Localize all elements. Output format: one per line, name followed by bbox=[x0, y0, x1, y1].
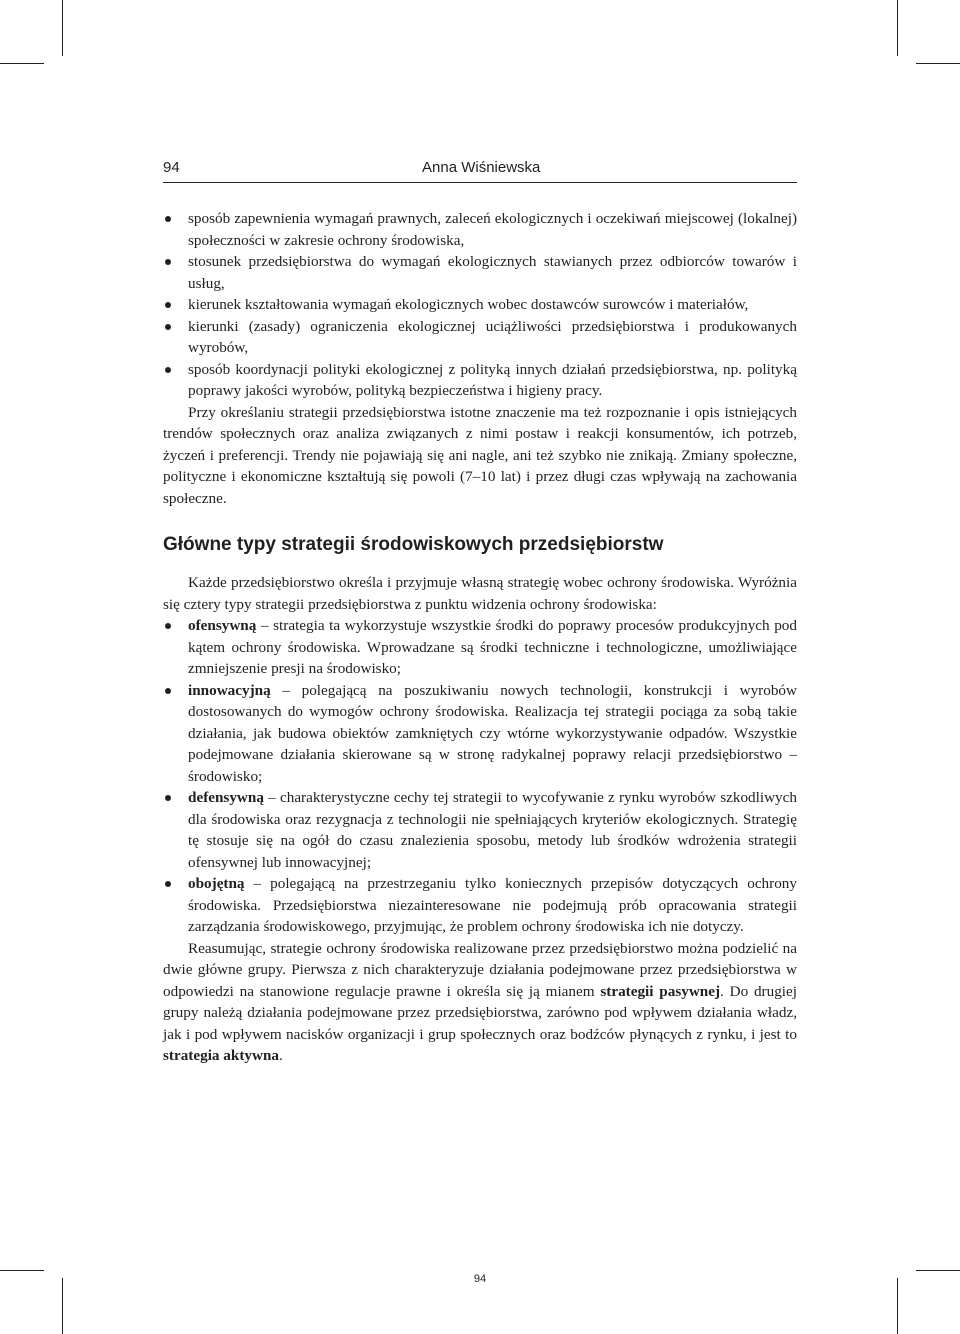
paragraph-summary bbox=[163, 938, 797, 1067]
strategy-term: obojętną bbox=[188, 875, 245, 892]
crop-mark bbox=[916, 1270, 960, 1271]
crop-mark bbox=[897, 1278, 898, 1334]
list-item: sposób koordynacji polityki ekologicznej z polityką innych działań przedsiębiorstwa, np. polityką poprawy jakości wyrobów, polityką bezpieczeństwa i higieny pracy. bbox=[163, 359, 797, 402]
crop-mark bbox=[0, 1270, 44, 1271]
strategy-term: innowacyjną bbox=[188, 681, 271, 699]
list-item bbox=[163, 615, 797, 680]
strategy-description: – charakterystyczne cechy tej strategii to wycofywanie z rynku wyrobów szkodliwych dla środowiska oraz rezygnacja z technologii nie spełniających kryteriów ekologicznych. Strategię tę stosuje się na ogół do czasu znalezienia sposobu, metody lub środków wdrożenia strategii ofensywnej lub innowacyjnej; bbox=[188, 789, 797, 871]
header-page-number: 94 bbox=[163, 159, 180, 176]
strategy-description: – polegającą na przestrzeganiu tylko koniecznych przepisów dotyczących ochrony środowiska. Przedsiębiorstwa niezainteresowane nie podejmują prób opracowania strategii zarządzania środowiskowego, przyjmując, że problem ochrony środowiska ich nie dotyczy. bbox=[188, 875, 797, 935]
text-run: . Do drugiej grupy należą działania podejmowane przez przedsiębiorstwa, zarówno pod wpływem działania władz, jak i pod wpływem nacisków organizacji i grup społecznych oraz bodźców płynących z rynku, i jest to bbox=[163, 982, 797, 1043]
crop-mark bbox=[62, 1278, 63, 1334]
list-item: kierunek kształtowania wymagań ekologicznych wobec dostawców surowców i materiałów, bbox=[163, 294, 797, 316]
paragraph-strategy-types: Każde przedsiębiorstwo określa i przyjmuje własną strategię wobec ochrony środowiska. Wyróżnia się cztery typy strategii przedsiębiorstwa z punktu widzenia ochrony środowiska: bbox=[163, 574, 797, 613]
strategy-term: ofensywną bbox=[188, 617, 257, 634]
term-active-strategy: strategia aktywna bbox=[163, 1047, 280, 1064]
header-rule bbox=[163, 182, 797, 183]
list-item bbox=[163, 873, 797, 938]
list-item: stosunek przedsiębiorstwa do wymagań ekologicznych stawianych przez odbiorców towarów i usług, bbox=[163, 251, 797, 294]
list-item: sposób zapewnienia wymagań prawnych, zaleceń ekologicznych i oczekiwań miejscowej (lokalnej) społeczności w zakresie ochrony środowiska, bbox=[163, 208, 797, 251]
term-passive-strategy: strategii pasywnej bbox=[600, 982, 721, 1000]
footer-page-number: 94 bbox=[473, 1273, 487, 1285]
strategy-description: – polegającą na poszukiwaniu nowych technologii, konstrukcji i wyrobów dostosowanych do wymogów ochrony środowiska. Realizacja tej strategii pociąga za sobą takie działania, jak budowa obiektów zamkniętych czy wtórne wykorzystywanie odpadów. Wszystkie podejmowane działania skierowane są w stronę radykalnej poprawy relacji przedsiębiorstwo – środowisko; bbox=[188, 681, 797, 785]
strategy-term: defensywną bbox=[188, 789, 264, 806]
crop-mark bbox=[897, 0, 898, 56]
list-item: kierunki (zasady) ograniczenia ekologicznej uciążliwości przedsiębiorstwa i produkowanych wyrobów, bbox=[163, 316, 797, 359]
list-item bbox=[163, 680, 797, 788]
list-item bbox=[163, 787, 797, 873]
header-author: Anna Wiśniewska bbox=[422, 159, 541, 176]
strategy-description: – strategia ta wykorzystuje wszystkie środki do poprawy procesów produkcyjnych pod kątem ochrony środowiska. Wprowadzane są środki techniczne i technologiczne, umożliwiające zmniejszenie presji na środowisko; bbox=[188, 617, 797, 677]
text-run: . bbox=[279, 1047, 283, 1064]
paragraph-trends: Przy określaniu strategii przedsiębiorstwa istotne znaczenie ma też rozpoznanie i opis istniejących trendów społecznych oraz analiza związanych z nimi postaw i reakcji konsumentów, ich potrzeb, życzeń i preferencji. Trendy nie pojawiają się ani nagle, ani też szybko nie znikają. Zmiany społeczne, polityczne i ekonomiczne kształtują się powoli (7–10 lat) i przez długi czas wpływają na zachowania społeczne. bbox=[163, 403, 797, 507]
text-run: Reasumując, strategie ochrony środowiska realizowane przez przedsiębiorstwo można podzielić na dwie główne grupy. Pierwsza z nich charakteryzuje działania podejmowane przez przedsiębiorstwa w odpowiedzi na stanowione regulacje prawne i określa się ją mianem bbox=[163, 939, 797, 1000]
page-content bbox=[163, 208, 797, 1067]
crop-mark bbox=[62, 0, 63, 56]
crop-mark bbox=[0, 63, 44, 64]
section-heading: Główne typy strategii środowiskowych przedsiębiorstw bbox=[163, 534, 664, 555]
bullet-list-strategies bbox=[163, 615, 797, 938]
bullet-list-policy bbox=[163, 208, 797, 402]
crop-mark bbox=[916, 63, 960, 64]
